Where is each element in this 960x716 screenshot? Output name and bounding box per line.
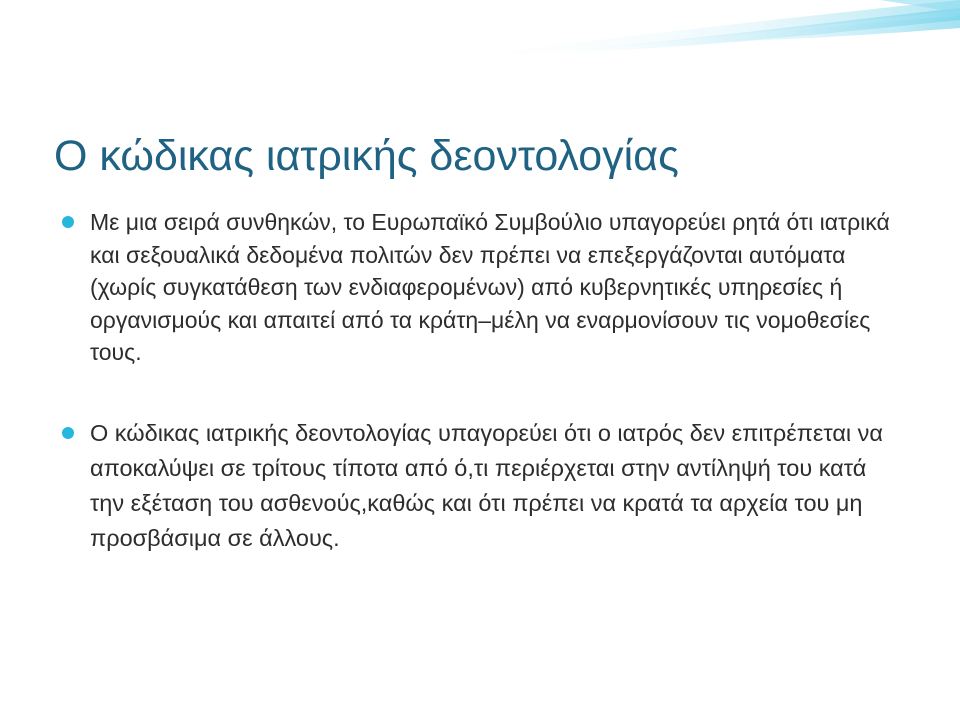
bullet-item (62, 416, 912, 556)
bullet-text: Με μια σειρά συνθηκών, το Ευρωπαϊκό Συμβούλιο υπαγορεύει ρητά ότι ιατρικά και σεξουαλικά δεδομένα πολιτών δεν πρέπει να επεξεργάζονται αυτόματα (χωρίς συγκατάθεση των ενδιαφερομένων) από κυβερνητικές υπηρεσίες ή οργανισμούς και απαιτεί από τα κράτη–μέλη να εναρμονίσουν τις νομοθεσίες τους. (90, 209, 890, 365)
bullet-dot-icon (62, 427, 74, 439)
bullet-item (62, 206, 912, 369)
bullet-list (62, 206, 912, 556)
bullet-text: Ο κώδικας ιατρικής δεοντολογίας υπαγορεύει ότι ο ιατρός δεν επιτρέπεται να αποκαλύψει σε τρίτους τίποτα από ό,τι περιέρχεται στην αντίληψή του κατά την εξέταση του ασθενούς,καθώς και ότι πρέπει να κρατά τα αρχεία του μη προσβάσιμα σε άλλους. (90, 419, 883, 551)
slide-title: Ο κώδικας ιατρικής δεοντολογίας (54, 132, 679, 180)
bullet-dot-icon (62, 216, 74, 228)
